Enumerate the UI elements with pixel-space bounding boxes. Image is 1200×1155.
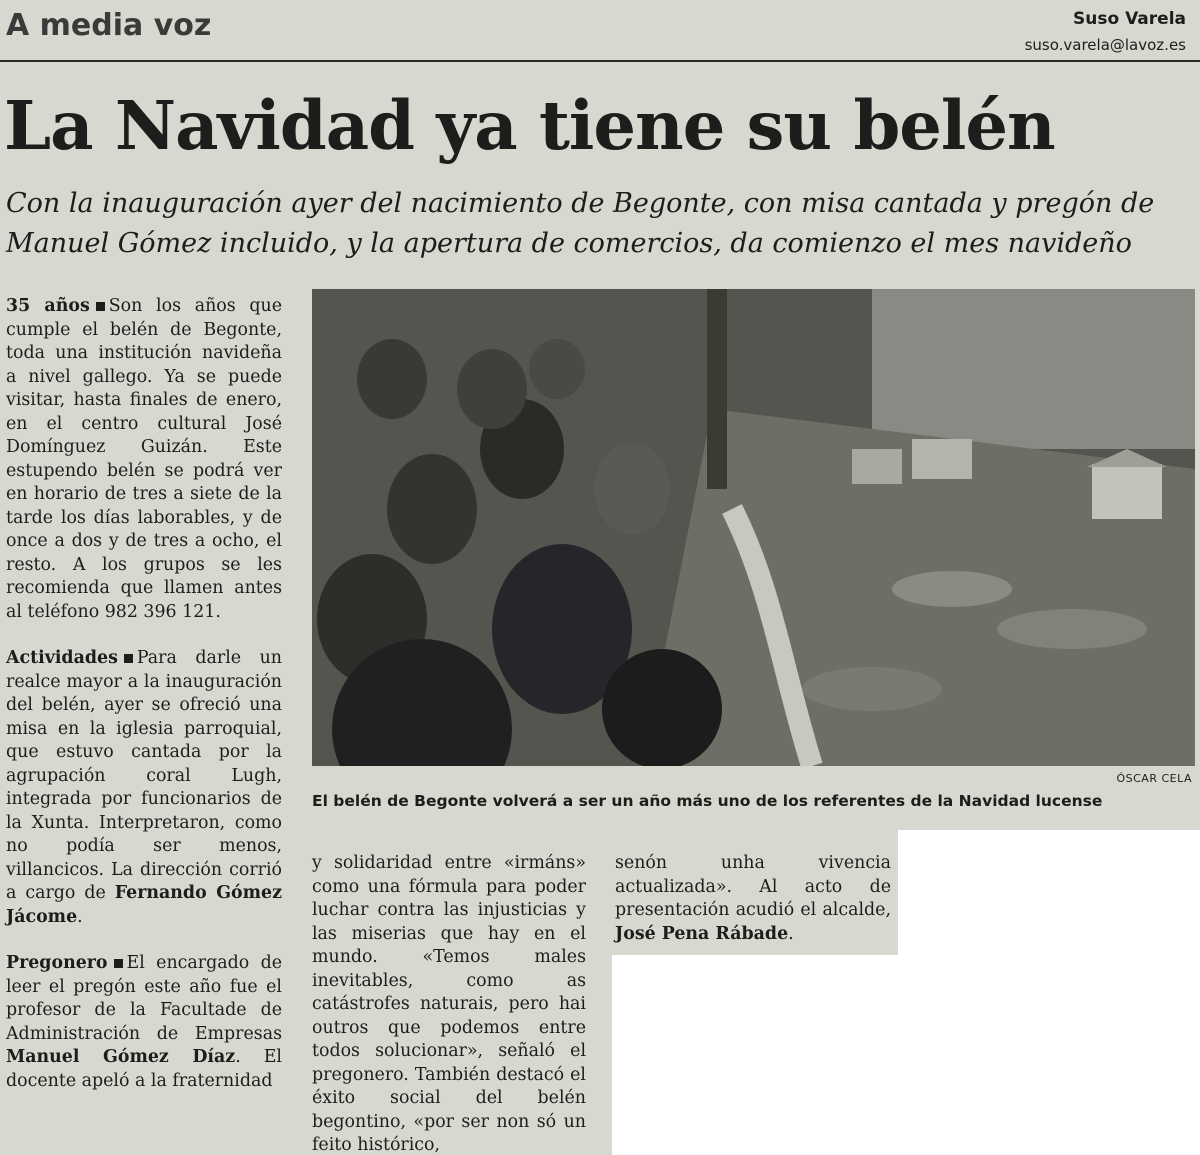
paragraph-pregonero: Pregonero El encargado de leer el pregón este año fue el profesor de la Facultade de Administración de Empresas Manuel Gómez Díaz. El docente apeló a la fraternidad xyxy=(6,953,282,1091)
square-bullet-icon xyxy=(124,654,133,663)
photo-illustration xyxy=(312,289,1195,766)
subtitle: Con la inauguración ayer del nacimiento de Begonte, con misa cantada y pregón de Manuel Gómez incluido, y la apertura de comercios, da comienzo el mes navideño xyxy=(6,188,1155,259)
paragraph-actividades: Actividades Para darle un realce mayor a la inauguración del belén, ayer se ofreció una misa en la iglesia parroquial, que estuvo cantada por la agrupación coral Lugh, integrada por funcionarios de la Xunta. Interpretaron, como no podía ser menos, villancicos. La dirección corrió a cargo de Fernando Gómez Jácome. xyxy=(6,648,282,927)
square-bullet-icon xyxy=(96,302,105,311)
photo-credit: ÓSCAR CELA xyxy=(1116,772,1192,785)
paragraph-lead: Actividades xyxy=(6,648,118,668)
paragraph-lead: 35 años xyxy=(6,296,90,316)
header-rule xyxy=(0,60,1200,62)
section-label: A media voz xyxy=(6,8,212,43)
person-name: Fernando Gómez Jácome xyxy=(6,883,282,927)
paragraph-text: El encargado de leer el pregón este año fue el profesor de la Facultade de Administración de Empresas xyxy=(6,953,282,1044)
paragraph-text: Para darle un realce mayor a la inauguración del belén, ayer se ofreció una misa en la iglesia parroquial, que estuvo cantada por la agrupación coral Lugh, integrada por funcionarios de la Xunta. Interpretaron, como no podía ser menos, villancicos. La dirección corrió a cargo de xyxy=(6,648,282,903)
article-column-3 xyxy=(615,852,891,969)
paragraph-lead: Pregonero xyxy=(6,953,108,973)
paragraph-35-anos xyxy=(6,295,282,624)
paragraph-text: Son los años que cumple el belén de Begonte, toda una institución navideña a nivel gallego. Ya se puede visitar, hasta finales de enero, en el centro cultural José Domínguez Guizán. Este estupendo belén se podrá ver en horario de tres a siete de la tarde los días laborables, y de once a dos y de tres a ocho, el resto. A los grupos se les recomienda que llamen antes al teléfono 982 396 121. xyxy=(6,296,283,622)
photo-caption: El belén de Begonte volverá a ser un año más uno de los referentes de la Navidad lucense xyxy=(312,792,1103,810)
square-bullet-icon xyxy=(114,959,123,968)
article-column-2 xyxy=(312,852,586,1155)
author-name: Suso Varela xyxy=(1073,9,1186,29)
paragraph-text: senón unha vivencia actualizada». Al acto de presentación acudió el alcalde, José Pena Rábade. xyxy=(615,853,891,944)
person-name: Manuel Gómez Díaz xyxy=(6,1047,236,1067)
page-blank-area xyxy=(612,955,902,1155)
headline: La Navidad ya tiene su belén xyxy=(4,86,1055,165)
article-column-1 xyxy=(6,295,282,1116)
page-blank-area xyxy=(898,830,1200,1155)
nativity-scene-photo xyxy=(312,289,1195,766)
person-name: José Pena Rábade xyxy=(615,923,789,944)
author-email: suso.varela@lavoz.es xyxy=(1024,36,1186,54)
paragraph-text: y solidaridad entre «irmáns» como una fórmula para poder luchar contra las injusticias y las miserias que hay en el mundo. «Temos males inevitables, como as catástrofes naturais, pero hai outros que podemos entre todos solucionar», señaló el pregonero. También destacó el éxito social del belén begontino, «por ser non só un feito histórico, xyxy=(312,853,586,1155)
